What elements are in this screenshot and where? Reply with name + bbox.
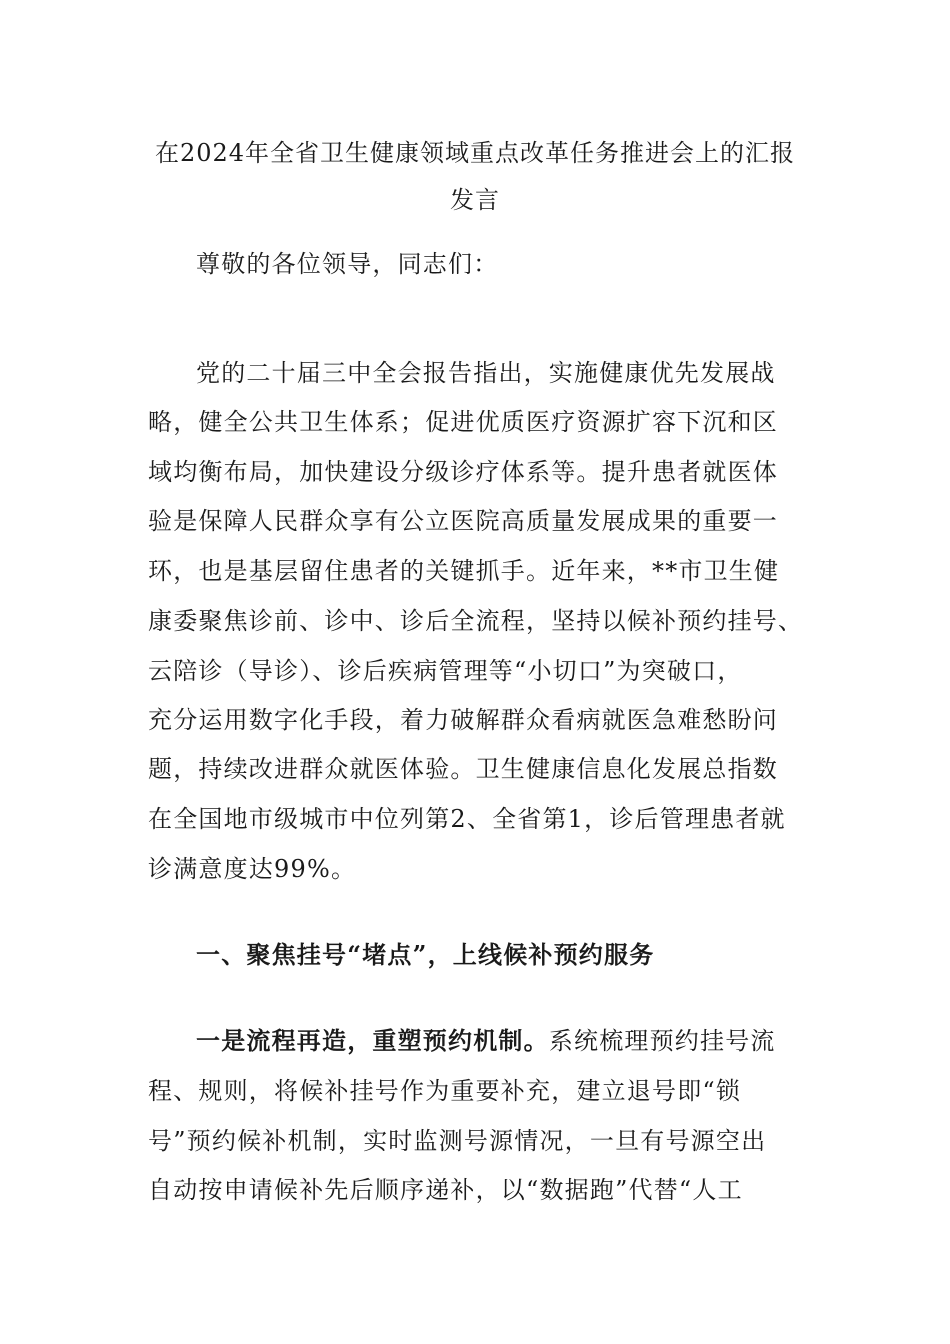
intro-line: 域均衡布局，加快建设分级诊疗体系等。提升患者就医体 xyxy=(148,458,778,486)
intro-line: 在全国地市级城市中位列第2、全省第1，诊后管理患者就 xyxy=(148,805,786,833)
intro-line: 充分运用数字化手段，着力破解群众看病就医急难愁盼问 xyxy=(148,706,778,734)
section-heading: 一、聚焦挂号“堵点”，上线候补预约服务 xyxy=(196,940,655,969)
document-title-line-1: 在2024年全省卫生健康领域重点改革任务推进会上的汇报 xyxy=(154,139,796,167)
intro-line: 党的二十届三中全会报告指出，实施健康优先发展战 xyxy=(196,359,776,387)
point1-bold-lead: 一是流程再造，重塑预约机制。 xyxy=(196,1026,549,1055)
intro-line: 环，也是基层留住患者的关键抓手。近年来，**市卫生健 xyxy=(148,557,780,585)
intro-line: 云陪诊（导诊）、诊后疾病管理等“小切口”为突破口， xyxy=(148,657,743,685)
point1-first-line xyxy=(196,1021,856,1061)
intro-line: 题，持续改进群众就医体验。卫生健康信息化发展总指数 xyxy=(148,755,778,783)
salutation: 尊敬的各位领导，同志们： xyxy=(196,250,499,278)
intro-line: 略，健全公共卫生体系；促进优质医疗资源扩容下沉和区 xyxy=(148,408,778,436)
point1-first-line-rest: 系统梳理预约挂号流 xyxy=(548,1027,776,1055)
intro-line: 康委聚焦诊前、诊中、诊后全流程，坚持以候补预约挂号、 xyxy=(148,607,804,635)
intro-line: 诊满意度达99%。 xyxy=(148,855,357,883)
point1-line: 程、规则，将候补挂号作为重要补充，建立退号即“锁 xyxy=(148,1077,742,1105)
intro-line: 验是保障人民群众享有公立医院高质量发展成果的重要一 xyxy=(148,507,778,535)
point1-line: 号”预约候补机制，实时监测号源情况，一旦有号源空出 xyxy=(148,1127,767,1155)
point1-line: 自动按申请候补先后顺序递补，以“数据跑”代替“人工 xyxy=(148,1176,743,1204)
document-title-line-2: 发言 xyxy=(450,186,500,214)
